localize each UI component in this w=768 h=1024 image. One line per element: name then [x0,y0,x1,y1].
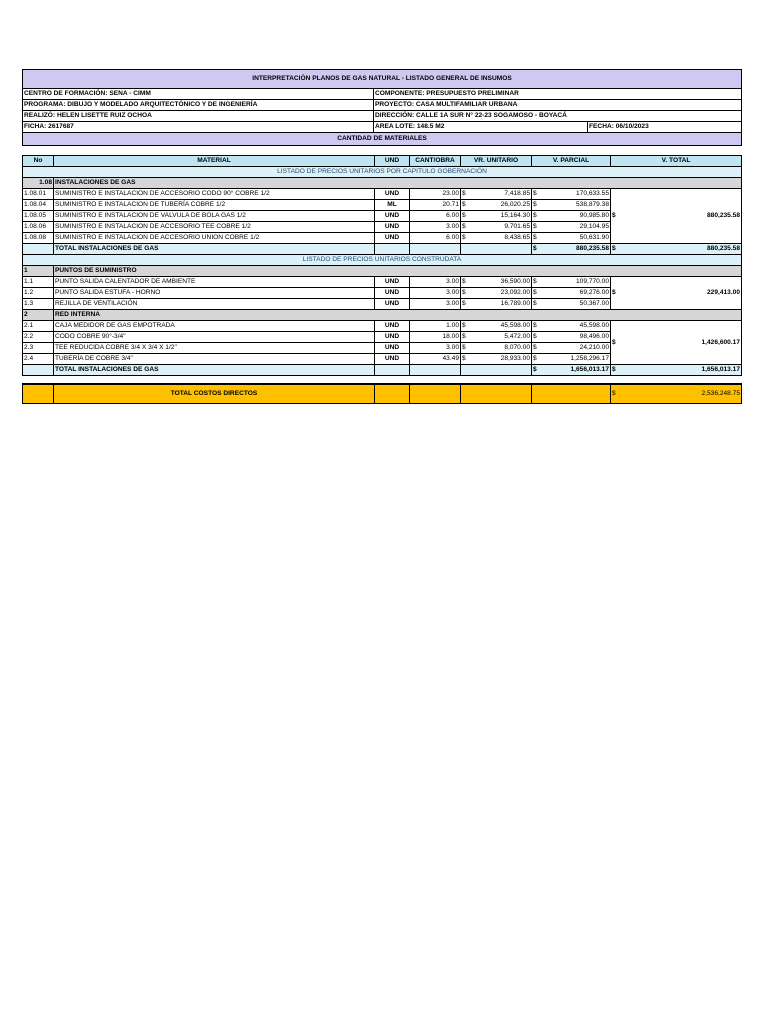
section2-group2-rows [23,321,742,365]
currency-sign: $ [612,338,616,346]
row-und: UND [375,332,410,343]
group-total [611,189,742,244]
row-und: UND [375,299,410,310]
row-v-parcial: 24,210.00 [579,344,609,352]
row-material: TEE REDUCIDA COBRE 3/4 X 3/4 X 1/2" [54,343,375,354]
currency-sign: $ [462,322,466,330]
row-no: 2.2 [23,332,54,343]
row-vr-unitario: 23,092.00 [500,289,530,297]
row-cant: 20.71 [410,200,461,211]
row-cant: 3.00 [410,299,461,310]
row-material: SUMINISTRO E INSTALACION DE TUBERÍA COBRE 1/2 [54,200,375,211]
row-und: UND [375,354,410,365]
group-name: RED INTERNA [54,310,742,321]
row-cant: 23.00 [410,189,461,200]
row-material: TUBERÍA DE COBRE 3/4" [54,354,375,365]
row-cant: 6.00 [410,233,461,244]
group-no: 1 [23,266,54,277]
currency-sign: $ [462,344,466,352]
currency-sign: $ [533,333,537,341]
row-material: CODO COBRE 90°-3/4" [54,332,375,343]
currency-sign: $ [533,355,537,363]
row-cant: 3.00 [410,222,461,233]
ficha: FICHA: 2617687 [23,122,374,133]
row-material: PUNTO SALIDA CALENTADOR DE AMBIENTE [54,277,375,288]
row-material: SUMINISTRO E INSTALACION DE VALVULA DE BOLA GAS 1/2 [54,211,375,222]
row-cant: 43.49 [410,354,461,365]
section1-title: LISTADO DE PRECIOS UNITARIOS POR CAPITULO GOBERNACIÓN [23,167,742,178]
currency-sign: $ [533,278,537,286]
row-vr-unitario: 26,020.25 [500,201,530,209]
row-material: CAJA MEDIDOR DE GAS EMPOTRADA [54,321,375,332]
row-no: 1.1 [23,277,54,288]
row-vr-unitario: 7,418.85 [504,190,530,198]
col-cant: CANT/OBRA [410,156,461,167]
total-costos-label: TOTAL COSTOS DIRECTOS [54,384,375,404]
sheet-title: INTERPRETACIÓN PLANOS DE GAS NATURAL - LISTADO GENERAL DE INSUMOS [23,70,742,89]
realizo: REALIZÓ: HELEN LISETTE RUIZ OCHOA [23,111,374,122]
row-vr-unitario: 15,164.30 [500,212,530,220]
currency-sign: $ [462,355,466,363]
row-vr-unitario: 45,598.00 [500,322,530,330]
row-cant: 18.00 [410,332,461,343]
col-no: No [23,156,54,167]
row-und: ML [375,200,410,211]
row-cant: 3.00 [410,288,461,299]
currency-sign: $ [533,289,537,297]
row-no: 1.3 [23,299,54,310]
currency-sign: $ [462,223,466,231]
row-v-parcial: 98,496.00 [579,333,609,341]
cantidad-materiales: CANTIDAD DE MATERIALES [23,133,742,146]
section2-group1-rows [23,277,742,310]
row-cant: 6.00 [410,211,461,222]
row-vr-unitario: 9,701.65 [504,223,530,231]
row-material: SUMINISTRO E INSTALACION DE ACCESORIO CODO 90° COBRE 1/2 [54,189,375,200]
row-und: UND [375,321,410,332]
currency-sign: $ [612,289,616,297]
row-v-parcial: 50,631.90 [579,234,609,242]
row-no: 1.08.06 [23,222,54,233]
section2-title: LISTADO DE PRECIOS UNITARIOS CONSTRUDATA [23,255,742,266]
row-v-parcial: 109,770.00 [575,278,609,286]
centro-formacion: CENTRO DE FORMACIÓN: SENA - CIMM [23,89,374,100]
row-material: PUNTO SALIDA ESTUFA - HORNO [54,288,375,299]
row-v-parcial: 90,985.80 [579,212,609,220]
table-row [23,321,742,332]
section1-rows [23,189,742,244]
row-no: 1.08.08 [23,233,54,244]
currency-sign: $ [462,212,466,220]
materials-table [22,155,742,404]
row-v-parcial: 45,598.00 [579,322,609,330]
row-no: 2.3 [23,343,54,354]
group-total-value: 1,426,600.17 [701,338,740,346]
section2-total-label: TOTAL INSTALACIONES DE GAS [54,365,375,376]
row-material: SUMINISTRO E INSTALACION DE ACCESORIO TEE COBRE 1/2 [54,222,375,233]
row-v-parcial: 69,276.00 [579,289,609,297]
table-row [23,277,742,288]
group-name: INSTALACIONES DE GAS [54,178,742,189]
row-no: 2.4 [23,354,54,365]
fecha: FECHA: 06/10/2023 [588,122,742,133]
section2-total-total: 1,656,013.17 [701,366,740,374]
currency-sign: $ [533,245,537,253]
row-und: UND [375,211,410,222]
currency-sign: $ [533,322,537,330]
currency-sign: $ [462,201,466,209]
row-material: SUMINISTRO E INSTALACION DE ACCESORIO UNION COBRE 1/2 [54,233,375,244]
group-total [611,277,742,310]
row-no: 1.08.04 [23,200,54,211]
group-no: 1.08 [23,178,54,189]
row-cant: 3.00 [410,277,461,288]
row-material: REJILLA DE VENTILACIÓN [54,299,375,310]
row-vr-unitario: 8,070.00 [504,344,530,352]
row-und: UND [375,233,410,244]
row-und: UND [375,189,410,200]
row-cant: 3.00 [410,343,461,354]
row-und: UND [375,277,410,288]
group-total [611,321,742,365]
currency-sign: $ [612,390,616,398]
header-table [22,69,742,146]
row-und: UND [375,343,410,354]
row-und: UND [375,222,410,233]
col-und: UND [375,156,410,167]
direccion: DIRECCIÓN: CALLE 1A SUR N° 22-23 SOGAMOSO - BOYACÁ [374,111,742,122]
row-v-parcial: 1,258,296.17 [570,355,609,363]
row-no: 1.2 [23,288,54,299]
row-no: 1.08.05 [23,211,54,222]
section1-total-parcial: 880,235.58 [575,245,609,253]
currency-sign: $ [462,289,466,297]
currency-sign: $ [533,201,537,209]
section1-total-label: TOTAL INSTALACIONES DE GAS [54,244,375,255]
row-v-parcial: 50,367.00 [579,300,609,308]
row-cant: 1.00 [410,321,461,332]
group-no: 2 [23,310,54,321]
total-costos-value: 2,536,248.75 [701,390,740,398]
col-vr-unitario: VR. UNITARIO [461,156,532,167]
group-name: PUNTOS DE SUMINISTRO [54,266,742,277]
row-v-parcial: 170,633.55 [575,190,609,198]
proyecto: PROYECTO: CASA MULTIFAMILIAR URBANA [374,100,742,111]
currency-sign: $ [533,212,537,220]
group-total-value: 229,413.00 [706,289,740,297]
section1-total-total: 880,235.58 [706,245,740,253]
group-total-value: 880,235.58 [706,212,740,220]
row-und: UND [375,288,410,299]
currency-sign: $ [612,212,616,220]
currency-sign: $ [612,245,616,253]
currency-sign: $ [533,344,537,352]
currency-sign: $ [462,300,466,308]
currency-sign: $ [533,234,537,242]
row-vr-unitario: 36,590.00 [500,278,530,286]
componente: COMPONENTE: PRESUPUESTO PRELIMINAR [374,89,742,100]
table-row [23,189,742,200]
currency-sign: $ [612,366,616,374]
currency-sign: $ [462,333,466,341]
currency-sign: $ [462,278,466,286]
area-lote: AREA LOTE: 148.5 M2 [374,122,588,133]
col-material: MATERIAL [54,156,375,167]
currency-sign: $ [462,190,466,198]
col-v-parcial: V. PARCIAL [532,156,611,167]
row-v-parcial: 29,104.95 [579,223,609,231]
row-vr-unitario: 8,438.65 [504,234,530,242]
row-vr-unitario: 16,789.00 [500,300,530,308]
currency-sign: $ [533,300,537,308]
row-no: 2.1 [23,321,54,332]
row-vr-unitario: 5,472.00 [504,333,530,341]
section2-total-parcial: 1,656,013.17 [570,366,609,374]
budget-sheet [22,69,741,404]
row-v-parcial: 538,879.38 [575,201,609,209]
row-vr-unitario: 28,933.00 [500,355,530,363]
currency-sign: $ [533,190,537,198]
row-no: 1.08.01 [23,189,54,200]
currency-sign: $ [533,366,537,374]
currency-sign: $ [462,234,466,242]
col-v-total: V. TOTAL [611,156,742,167]
currency-sign: $ [533,223,537,231]
programa: PROGRAMA: DIBUJO Y MODELADO ARQUITECTÓNICO Y DE INGENIERÍA [23,100,374,111]
